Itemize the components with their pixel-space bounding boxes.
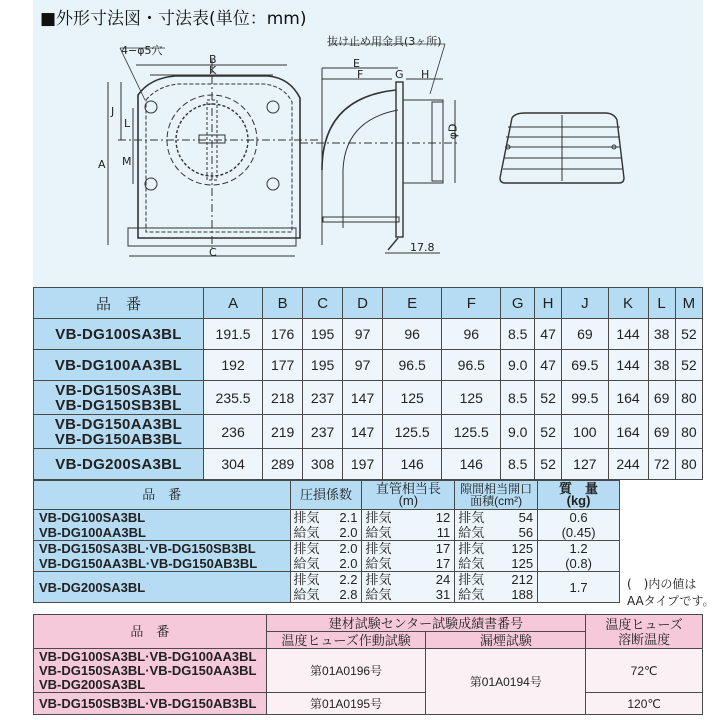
header-model: 品 番 bbox=[34, 288, 204, 319]
front-view-icon bbox=[108, 48, 320, 256]
aa-type-note: ( )内の値は AAタイプです。 bbox=[627, 577, 715, 608]
page-title: ■外形寸法図・寸法表(単位：mm) bbox=[40, 9, 307, 29]
model-cell: VB-DG100SA3BL bbox=[34, 319, 204, 350]
performance-table bbox=[33, 480, 620, 603]
model-cell: VB-DG100SA3BL VB-DG100AA3BL bbox=[34, 510, 291, 541]
model-cell: VB-DG150AA3BL VB-DG150AB3BL bbox=[34, 415, 204, 449]
table-row: VB-DG100SA3BL VB-DG100AA3BL 排気 2.1 給気 2.0 排気 12 給気 11 排気 54 給気 56 0.6 (0.45) bbox=[34, 510, 620, 541]
header-c: C bbox=[303, 288, 343, 319]
header-area: 隙間相当開口 面積(cm²) bbox=[455, 481, 538, 510]
header-f: F bbox=[442, 288, 501, 319]
table-header-row bbox=[34, 481, 620, 510]
header-melt: 温度ヒューズ 溶断温度 bbox=[586, 615, 703, 649]
test-certificate-table bbox=[33, 614, 703, 715]
header-j: J bbox=[562, 288, 608, 319]
model-cell: VB-DG200SA3BL bbox=[34, 449, 204, 480]
model-cell: VB-DG150SA3BL VB-DG150SB3BL bbox=[34, 381, 204, 415]
header-model: 品 番 bbox=[34, 481, 291, 510]
header-m: M bbox=[675, 288, 702, 319]
table-row: VB-DG150AA3BL VB-DG150AB3BL 236 219 237 147 125.5 125.5 9.0 52 100 164 69 80 bbox=[34, 415, 703, 449]
header-model: 品 番 bbox=[34, 615, 267, 649]
header-d: D bbox=[343, 288, 383, 319]
table-row: VB-DG100SA3BL 191.5 176 195 97 96 96 8.5 47 69 144 38 52 bbox=[34, 319, 703, 350]
dim-a-label: A bbox=[98, 158, 106, 171]
table-row: VB-DG150SA3BL VB-DG150SB3BL 235.5 218 237 147 125 125 8.5 52 99.5 164 69 80 bbox=[34, 381, 703, 415]
dim-h-label: H bbox=[421, 68, 430, 81]
dim-l-label: L bbox=[124, 117, 131, 130]
table-row: VB-DG100AA3BL 192 177 195 97 96.5 96.5 9.0 47 69.5 144 38 52 bbox=[34, 350, 703, 381]
header-center: 建材試験センター試験成績書番号 bbox=[266, 615, 585, 632]
header-pipe: 直管相当長 (m) bbox=[362, 481, 455, 510]
table-row: VB-DG200SA3BL 304 289 308 197 146 146 8.5 52 127 244 72 80 bbox=[34, 449, 703, 480]
dim-f-label: F bbox=[357, 68, 364, 81]
table-row: VB-DG150SA3BL·VB-DG150SB3BL VB-DG150AA3BL·VB-DG150AB3BL 排気 2.0 給気 2.0 排気 17 給気 17 排気 125 給気 125 1.2 (0.8) bbox=[34, 541, 620, 572]
header-l: L bbox=[648, 288, 675, 319]
smoke-test-cell: 第01A0194号 bbox=[426, 649, 586, 715]
dim-g-label: G bbox=[395, 68, 404, 81]
header-k: K bbox=[608, 288, 648, 319]
dim-e-label: E bbox=[353, 57, 360, 70]
dim-j-label: J bbox=[111, 105, 115, 118]
header-e: E bbox=[383, 288, 442, 319]
dim-k-label: K bbox=[209, 64, 217, 77]
grille-view-icon bbox=[500, 113, 624, 183]
dim-c-label: C bbox=[209, 246, 217, 259]
dim-d-label: φD bbox=[446, 123, 460, 140]
model-cell: VB-DG150SA3BL·VB-DG150SB3BL VB-DG150AA3BL·VB-DG150AB3BL bbox=[34, 541, 291, 572]
header-smoke-test: 漏煙試験 bbox=[426, 632, 586, 649]
table-row: VB-DG200SA3BL 排気 2.2 給気 2.8 排気 24 給気 31 排気 212 給気 188 1.7 bbox=[34, 572, 620, 603]
model-cell: VB-DG100AA3BL bbox=[34, 350, 204, 381]
header-g: G bbox=[501, 288, 535, 319]
dimension-table bbox=[33, 287, 703, 480]
table-header-row bbox=[34, 288, 703, 319]
model-cell: VB-DG100SA3BL·VB-DG100AA3BL VB-DG150SA3BL·VB-DG150AA3BL VB-DG200SA3BL bbox=[34, 649, 267, 693]
header-loss: 圧損係数 bbox=[290, 481, 362, 510]
dim-b-label: B bbox=[209, 53, 217, 66]
header-mass: 質 量 (kg) bbox=[538, 481, 620, 510]
header-fuse-test: 温度ヒューズ作動試験 bbox=[266, 632, 426, 649]
dim-17-8-label: 17.8 bbox=[410, 241, 435, 254]
table-header-row bbox=[34, 615, 703, 632]
model-cell: VB-DG200SA3BL bbox=[34, 572, 291, 603]
holes-label: 4−φ5穴 bbox=[121, 44, 163, 57]
dim-m-label: M bbox=[122, 155, 132, 168]
table-row: VB-DG100SA3BL·VB-DG100AA3BL VB-DG150SA3BL·VB-DG150AA3BL VB-DG200SA3BL 第01A0196号 第01A0194号 72℃ bbox=[34, 649, 703, 693]
header-a: A bbox=[204, 288, 263, 319]
side-view-icon bbox=[300, 44, 460, 253]
header-h: H bbox=[534, 288, 561, 319]
fitting-label: 抜け止め用金具(3ヶ所) bbox=[327, 35, 442, 48]
header-b: B bbox=[263, 288, 303, 319]
model-cell: VB-DG150SB3BL·VB-DG150AB3BL bbox=[34, 693, 267, 715]
table-row: VB-DG150SB3BL·VB-DG150AB3BL 第01A0195号 120℃ bbox=[34, 693, 703, 715]
